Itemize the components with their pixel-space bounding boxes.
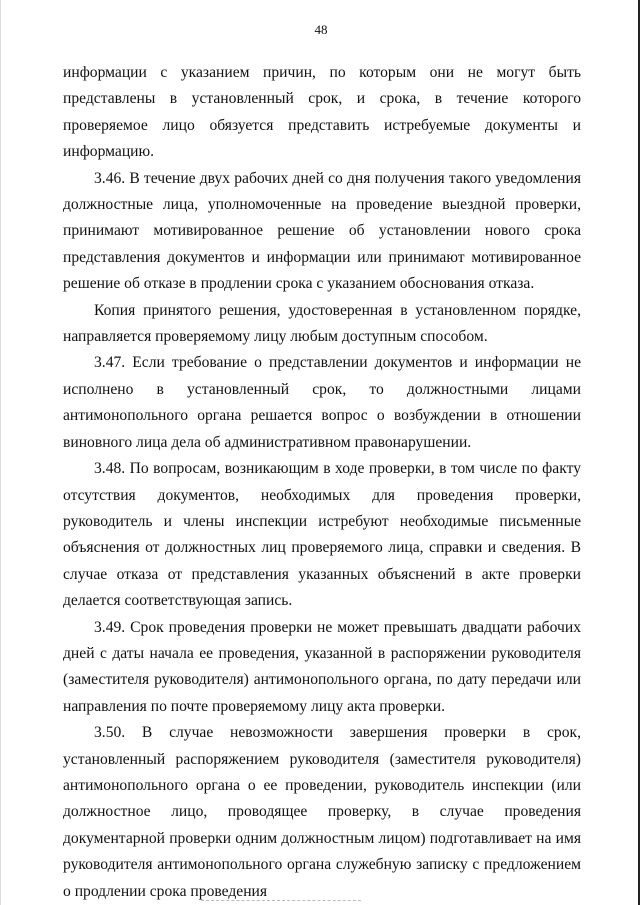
paragraph-continuation: информации с указанием причин, по которым они не могут быть представлены в установленный срок, и срока, в течение которого проверяемое лицо обязуется представить истребуемые документы и информацию. (63, 64, 581, 161)
page-number: 48 (314, 22, 328, 37)
paragraph-3-49: 3.49. Срок проведения проверки не может превышать двадцати рабочих дней с даты начала ее проведения, указанной в распоряжении руководителя (заместителя руководителя) антимонопольного органа, по дату передачи или направления по почте проверяемому лицу акта проверки. (63, 618, 581, 715)
scan-edge-line (201, 900, 361, 902)
paragraph-3-46: 3.46. В течение двух рабочих дней со дня получения такого уведомления должностные лица, уполномоченные на проведение выездной проверки, принимают мотивированное решение об установлении нового срока представления документов и информации или принимают мотивированное решение об отказе в продлении срока с указанием обоснования отказа. (63, 169, 581, 293)
paragraph-3-50: 3.50. В случае невозможности завершения проверки в срок, установленный распоряжением руководителя (заместителя руководителя) антимонопольного органа о ее проведении, руководитель инспекции (или должностное лицо, проводящее проверку, в случае проведения документарной проверки одним должностным лицом) подготавливает на имя руководителя антимонопольного органа служебную записку с предложением о продлении срока проведения (63, 724, 581, 900)
paragraph-3-48: 3.48. По вопросам, возникающим в ходе проверки, в том числе по факту отсутствия документов, необходимых для проведения проверки, руководитель и члены инспекции истребуют необходимые письменные объяснения от должностных лиц проверяемого лица, справки и сведения. В случае отказа от представления указанных объяснений в акте проверки делается соответствующая запись. (63, 460, 581, 610)
paragraph-3-47: 3.47. Если требование о представлении документов и информации не исполнено в установленный срок, то должностными лицами антимонопольного органа решается вопрос о возбуждении в отношении виновного лица дела об административном правонарушении. (63, 354, 581, 451)
paragraph-decision-copy: Копия принятого решения, удостоверенная в установленном порядке, направляется проверяемому лицу любым доступным способом. (63, 301, 581, 346)
document-body (63, 60, 581, 905)
